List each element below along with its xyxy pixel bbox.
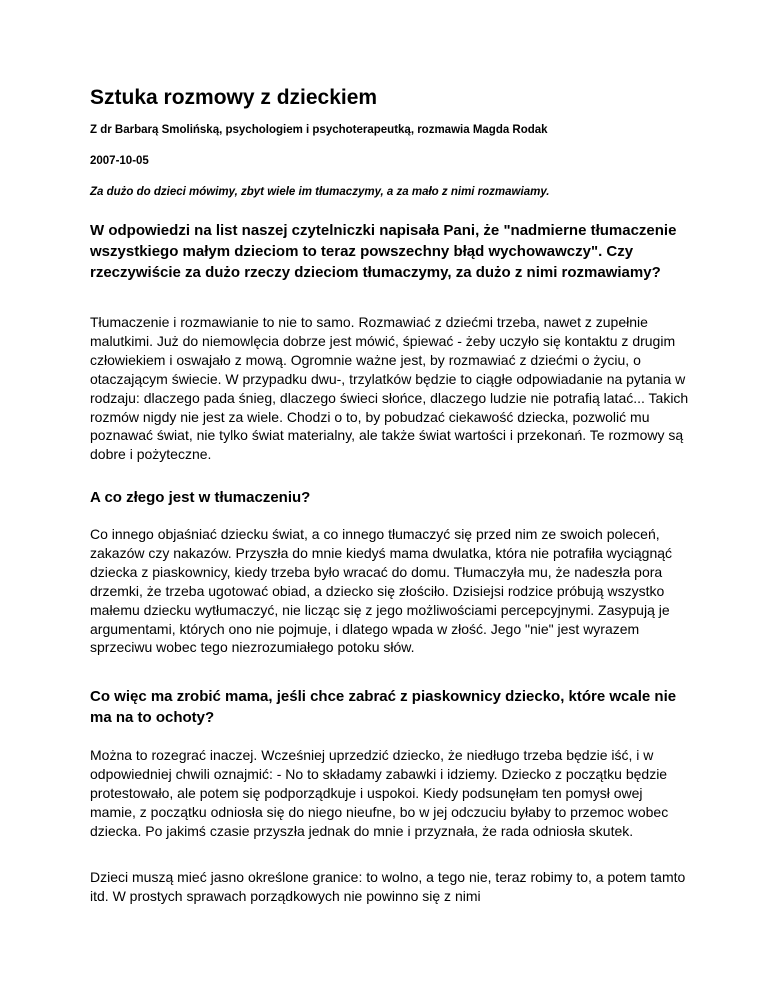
publication-date: 2007-10-05 xyxy=(90,155,149,167)
article-title: Sztuka rozmowy z dzieckiem xyxy=(90,86,378,109)
interview-question-2: A co złego jest w tłumaczeniu? xyxy=(90,489,311,506)
interview-answer-2: Co innego objaśniać dziecku świat, a co innego tłumaczyć się przed nim ze swoich poleceń, zakazów czy nakazów. Przyszła do mnie kiedyś mama dwulatka, która nie potrafiła wyciągnąć dziecka z piaskownicy, kiedy trzeba było wracać do domu. Tłumaczyła mu, że nadeszła pora drzemki, że trzeba ugotować obiad, a dziecko się złościło. Dzisiejsi rodzice próbują wszystko małemu dziecku wytłumaczyć, nie licząc się z jego możliwościami percepcyjnymi. Zasypują je argumentami, których ono nie pojmuje, i dlatego wpada w złość. Jego "nie" jest wyrazem sprzeciwu wobec tego niezrozumiałego potoku słów. xyxy=(90,526,673,656)
author-line: Z dr Barbarą Smolińską, psychologiem i psychoterapeutką, rozmawia Magda Rodak xyxy=(90,124,548,136)
interview-question-1: W odpowiedzi na list naszej czytelniczki napisała Pani, że "nadmierne tłumaczenie wszystkiego małym dzieciom to teraz powszechny błąd wychowawczy". Czy rzeczywiście za dużo rzeczy dzieciom tłumaczymy, za dużo z nimi rozmawiamy? xyxy=(90,222,677,281)
interview-question-3: Co więc ma zrobić mama, jeśli chce zabrać z piaskownicy dziecko, które wcale nie ma na to ochoty? xyxy=(90,688,677,726)
interview-answer-1: Tłumaczenie i rozmawianie to nie to samo. Rozmawiać z dziećmi trzeba, nawet z zupełnie malutkimi. Już do niemowlęcia dobrze jest mówić, śpiewać - żeby uczyło się kontaktu z drugim człowiekiem i oswajało z mową. Ogromnie ważne jest, by rozmawiać z dziećmi o życiu, o otaczającym świecie. W przypadku dwu-, trzylatków będzie to ciągłe odpowiadanie na pytania w rodzaju: dlaczego pada śnieg, dlaczego świeci słońce, dlaczego ludzie nie potrafią latać... Takich rozmów nigdy nie jest za wiele. Chodzi o to, by pobudzać ciekawość dziecka, pozwolić mu poznawać świat, nie tylko świat materialny, ale także świat wartości i przekonań. Te rozmowy są dobre i pożyteczne. xyxy=(90,314,689,463)
interview-answer-4: Dzieci muszą mieć jasno określone granice: to wolno, a tego nie, teraz robimy to, a potem tamto itd. W prostych sprawach porządkowych nie powinno się z nimi xyxy=(90,869,686,904)
article-lead: Za dużo do dzieci mówimy, zbyt wiele im tłumaczymy, a za mało z nimi rozmawiamy. xyxy=(90,186,550,198)
interview-answer-3: Można to rozegrać inaczej. Wcześniej uprzedzić dziecko, że niedługo trzeba będzie iść, i w odpowiedniej chwili oznajmić: - No to składamy zabawki i idziemy. Dziecko z początku będzie protestowało, ale potem się podporządkuje i uspokoi. Kiedy podsunęłam ten pomysł owej mamie, z początku odniosła się do niego nieufne, bo w jej odczuciu byłaby to przemoc wobec dziecka. Po jakimś czasie przyszła jednak do mnie i przyznała, że rada odniosła skutek. xyxy=(90,747,669,839)
